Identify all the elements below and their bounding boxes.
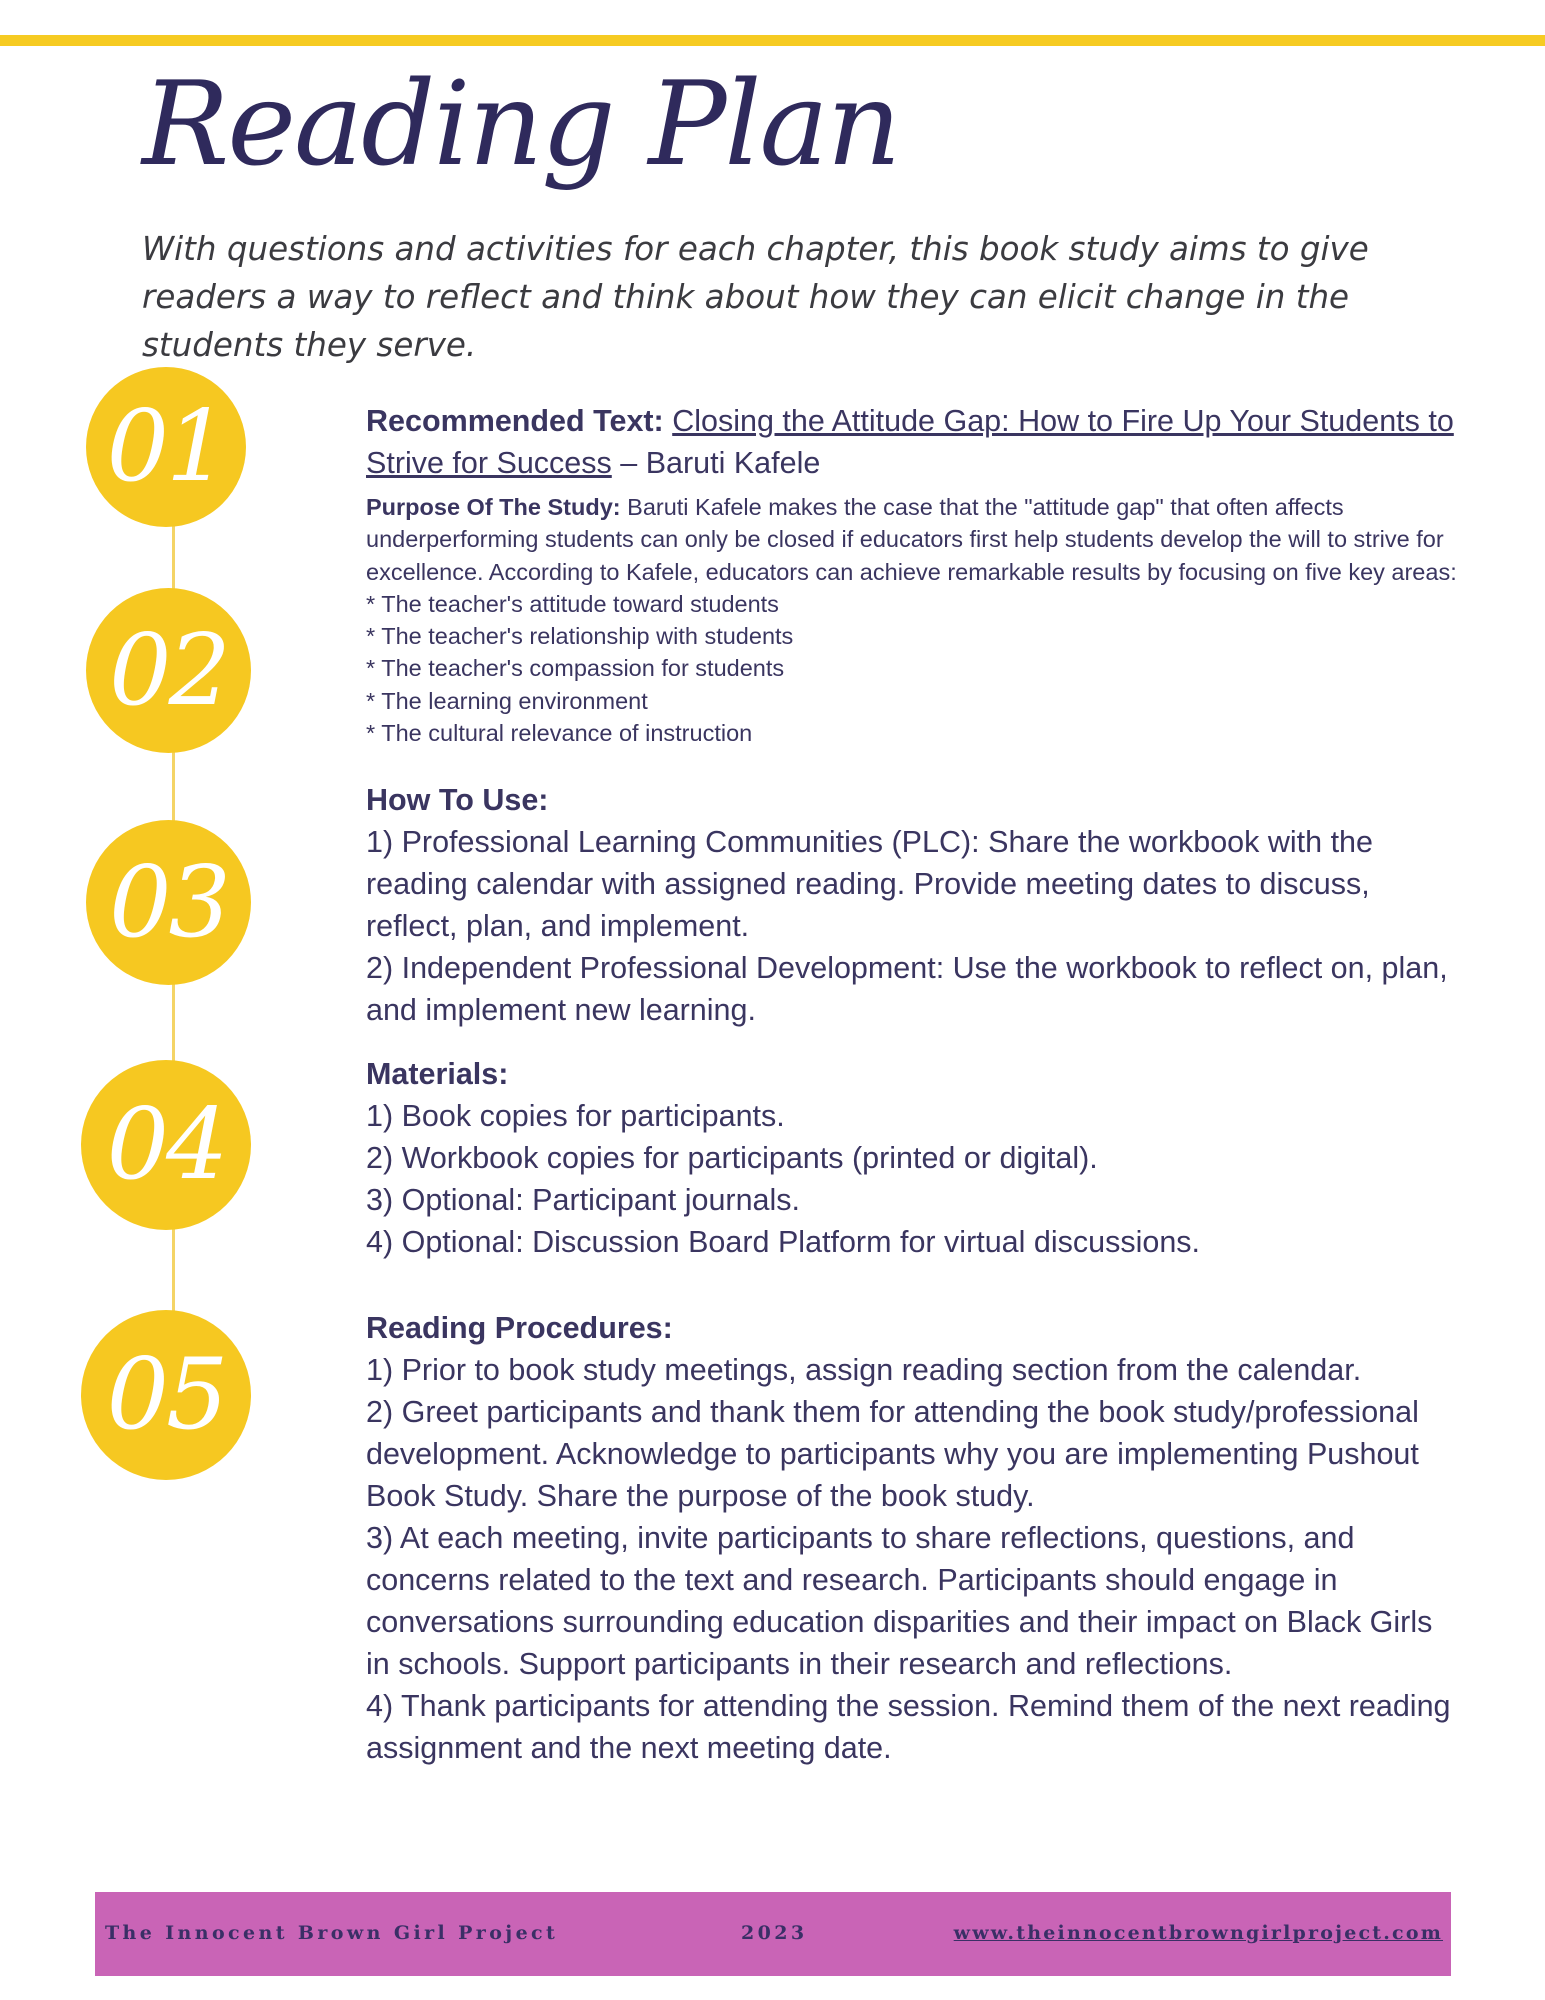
purpose-body: Baruti Kafele makes the case that the "attitude gap" that often affects underperforming students can only be closed if educators first help students develop the will to strive for excellence. According to Kafele, educators can achieve remarkable results by focusing on five key areas: [366,494,1457,585]
how-to-use-heading: How To Use: [366,783,549,817]
footer-website-link[interactable]: www.theinnocentbrowngirlproject.com [953,1922,1443,1944]
purpose-label: Purpose Of The Study: [366,494,621,520]
step-circle-04: 04 [81,1060,251,1230]
book-author: – Baruti Kafele [611,446,821,480]
how-to-use-item: 1) Professional Learning Communities (PLC): Share the workbook with the reading calendar with assigned reading. Provide meeting dates to discuss, reflect, plan, and implement. [366,825,1373,943]
focus-area-item: * The cultural relevance of instruction [366,720,753,747]
footer-bar [95,1892,1451,1976]
materials-item: 2) Workbook copies for participants (printed or digital). [366,1141,1098,1175]
recommended-label: Recommended Text: [366,404,664,438]
recommended-text [366,400,1461,484]
purpose-section [366,491,1461,749]
step-circle-01: 01 [86,367,246,527]
procedures-item: 1) Prior to book study meetings, assign reading section from the calendar. [366,1353,1362,1387]
step-circle-05: 05 [81,1310,251,1480]
page-title: Reading Plan [142,57,900,192]
procedures-item: 2) Greet participants and thank them for attending the book study/professional development. Acknowledge to participants why you are implementing Pushout Book Study. Share the purpose of the book study. [366,1395,1419,1513]
step-circle-02: 02 [86,588,251,753]
focus-area-item: * The teacher's attitude toward students [366,590,779,617]
materials-item: 4) Optional: Discussion Board Platform for virtual discussions. [366,1225,1200,1259]
footer-year: 2023 [741,1922,808,1944]
step-circle-03: 03 [86,820,251,985]
recommended-section [366,400,1461,484]
procedures-section [366,1307,1461,1769]
top-accent-bar [0,35,1545,46]
footer-org-name: The Innocent Brown Girl Project [105,1922,559,1944]
materials-section [366,1053,1461,1263]
how-to-use-item: 2) Independent Professional Development: Use the workbook to reflect on, plan, and implement new learning. [366,951,1448,1027]
focus-area-item: * The teacher's relationship with students [366,623,794,650]
focus-area-item: * The learning environment [366,687,648,714]
procedures-heading: Reading Procedures: [366,1311,673,1345]
materials-item: 1) Book copies for participants. [366,1099,785,1133]
purpose-text [366,491,1461,588]
procedures-item: 3) At each meeting, invite participants to share reflections, questions, and concerns related to the text and research. Participants should engage in conversations surrounding education disparities and their impact on Black Girls in schools. Support participants in their research and reflections. [366,1521,1433,1681]
how-to-use-section [366,779,1461,1031]
book-title-link[interactable]: Closing the Attitude Gap: How to Fire Up Your Students to Strive for Success [366,404,1454,480]
materials-heading: Materials: [366,1057,509,1091]
materials-item: 3) Optional: Participant journals. [366,1183,800,1217]
procedures-item: 4) Thank participants for attending the session. Remind them of the next reading assignment and the next meeting date. [366,1689,1451,1765]
intro-text: With questions and activities for each chapter, this book study aims to give readers a way to reflect and think about how they can elicit change in the students they serve. [142,230,1369,364]
focus-area-item: * The teacher's compassion for students [366,655,785,682]
